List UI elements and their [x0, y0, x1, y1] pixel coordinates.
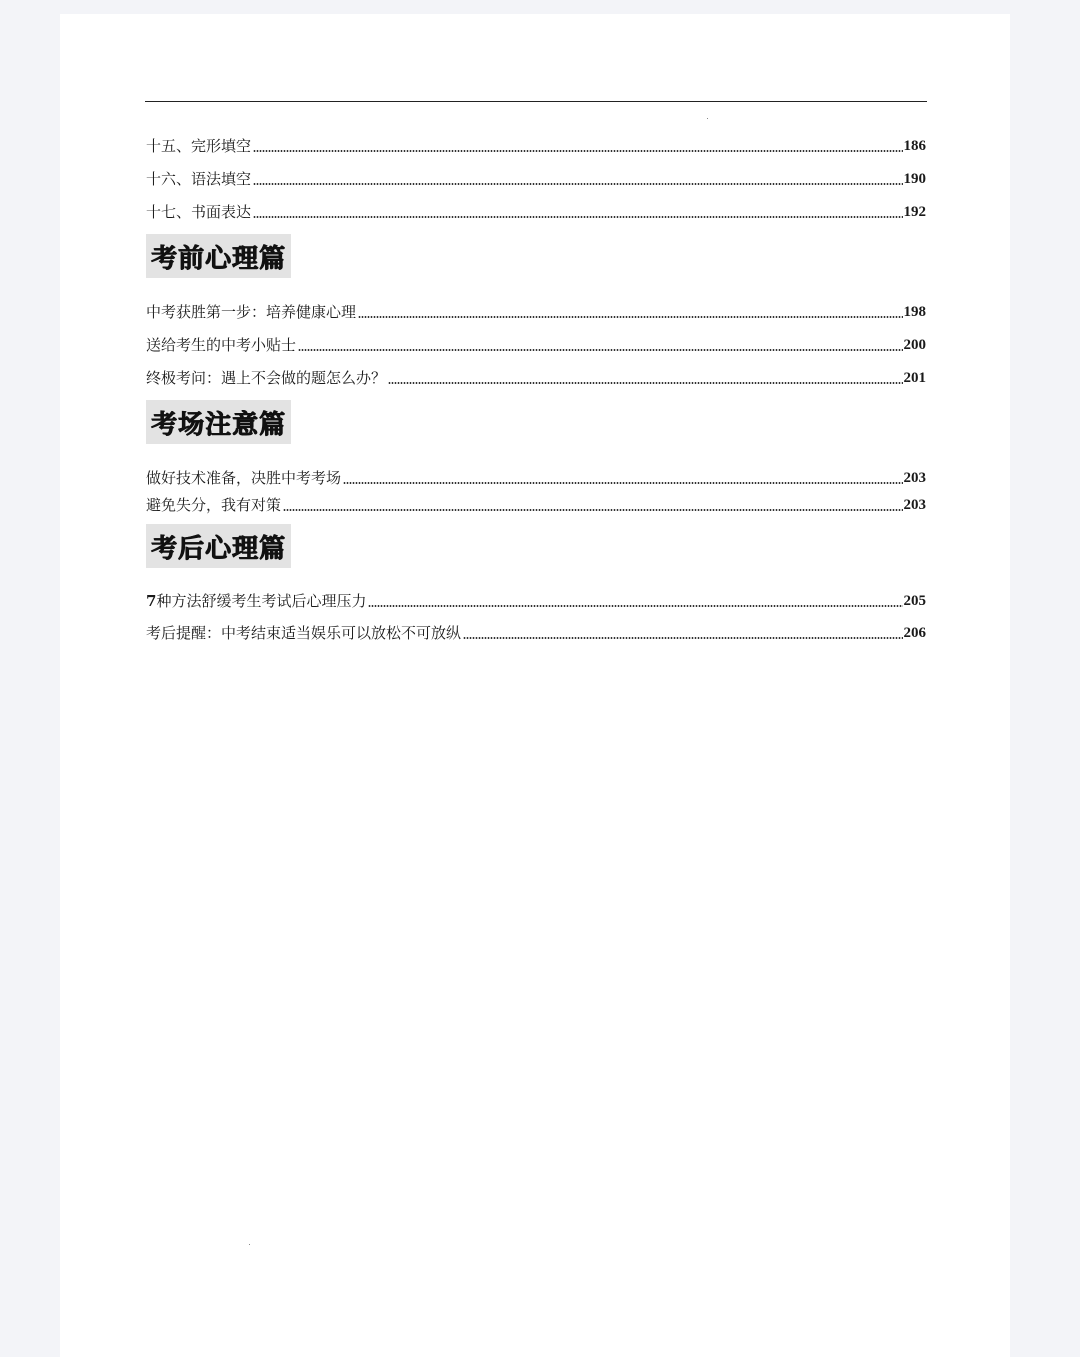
toc-dot-leader [298, 349, 902, 351]
toc-dot-leader [283, 509, 902, 511]
section-heading-exam-room: 考场注意篇 [146, 400, 291, 444]
section-heading-post-exam: 考后心理篇 [146, 524, 291, 568]
toc-entry[interactable] [146, 169, 926, 189]
toc-entry-page: 198 [903, 304, 926, 320]
toc-entry-title-lead: 7 [146, 592, 157, 610]
toc-entry[interactable] [146, 468, 926, 488]
toc-entry[interactable] [146, 335, 926, 355]
toc-dot-leader [358, 316, 902, 318]
toc-dot-leader [253, 183, 902, 185]
toc-dot-leader [253, 150, 902, 152]
toc-dot-leader [368, 605, 902, 607]
toc-entry-page: 201 [903, 370, 926, 386]
toc-entry[interactable] [146, 495, 926, 515]
toc-entry[interactable] [146, 591, 926, 611]
toc-entry-title: 避免失分，我有对策 [146, 496, 282, 514]
toc-entry-title: 种方法舒缓考生考试后心理压力 [156, 592, 367, 610]
toc-dot-leader [463, 637, 902, 639]
toc-entry-title: 十七、书面表达 [146, 203, 252, 221]
toc-entry[interactable] [146, 623, 926, 643]
scan-speck [707, 118, 708, 119]
toc-entry-page: 203 [903, 470, 926, 486]
toc-entry-title: 考后提醒：中考结束适当娱乐可以放松不可放纵 [146, 624, 462, 642]
toc-entry[interactable] [146, 136, 926, 156]
toc-entry-page: 200 [903, 337, 926, 353]
toc-dot-leader [253, 216, 902, 218]
toc-entry-title: 中考获胜第一步：培养健康心理 [146, 303, 357, 321]
toc-dot-leader [388, 382, 902, 384]
toc-entry-page: 203 [903, 497, 926, 513]
section-heading-pre-exam: 考前心理篇 [146, 234, 291, 278]
header-rule [145, 101, 927, 102]
toc-entry-page: 192 [903, 204, 926, 220]
toc-entry-title: 终极考问：遇上不会做的题怎么办？ [146, 369, 387, 387]
toc-entry[interactable] [146, 368, 926, 388]
toc-entry-title: 十六、语法填空 [146, 170, 252, 188]
toc-entry-page: 206 [903, 625, 926, 641]
toc-entry-title: 十五、完形填空 [146, 137, 252, 155]
toc-entry[interactable] [146, 302, 926, 322]
toc-entry[interactable] [146, 202, 926, 222]
toc-entry-page: 186 [903, 138, 926, 154]
toc-entry-title: 送给考生的中考小贴士 [146, 336, 297, 354]
document-page [60, 14, 1010, 1357]
scan-speck [249, 1244, 250, 1245]
toc-dot-leader [343, 482, 902, 484]
toc-entry-page: 205 [903, 593, 926, 609]
toc-entry-title: 做好技术准备，决胜中考考场 [146, 469, 342, 487]
toc-entry-page: 190 [903, 171, 926, 187]
